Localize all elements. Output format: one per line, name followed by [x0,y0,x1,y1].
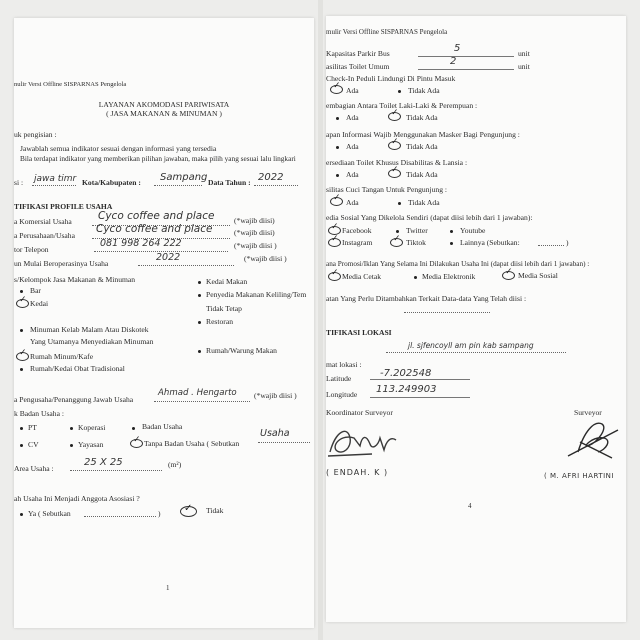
bullet [70,444,73,447]
area-unit: (m²) [168,460,182,469]
bullet [336,146,339,149]
checked-mark-icon: ✓ [390,238,403,247]
social-tiktok[interactable]: Tiktok [406,238,426,247]
social-other-line [538,245,564,246]
promo-label: ana Promosi/Iklan Yang Selama Ini Dilakukan Usaha Ini (dapat diisi lebih dari 1 jawaban) : [326,260,590,268]
mask-no[interactable]: Tidak Ada [406,142,438,151]
bullet [198,321,201,324]
bullet [20,290,23,293]
coordinate-label: mat lokasi : [326,360,362,369]
field-company-name-label: a Perusahaan/Usaha [14,231,75,240]
year-line [254,185,298,186]
year-value[interactable]: 2022 [258,172,284,183]
field-commercial-name-label: a Komersial Usaha [14,217,72,226]
separate-toilet-label: embagian Antara Toilet Laki-Laki & Perempuan : [326,101,478,110]
page-header: mulir Versi Offline SISPARNAS Pengelola [326,28,448,36]
category-label: s/Kelompok Jasa Makanan & Minuman [14,275,136,284]
bullet [336,117,339,120]
surveyor-name: ( M. AFRI HARTINI [544,472,614,480]
latitude-line [370,379,470,380]
field-year-started-label: un Mulai Beroperasinya Usaha [14,259,109,268]
association-yes[interactable]: Ya ( Sebutkan [28,509,71,518]
category-kedai[interactable]: Kedai [30,299,49,308]
form-title: LAYANAN AKOMODASI PARIWISATA [98,100,230,109]
instruction-1: Jawablah semua indikator sesuai dengan informasi yang tersedia [20,144,217,153]
bullet [414,276,417,279]
page-number: 4 [468,502,472,510]
coordinator-signature [326,416,406,466]
handwash-no[interactable]: Tidak Ada [408,198,440,207]
bullet [132,427,135,430]
coordinator-name: ( ENDAH. K ) [326,468,389,477]
field-phone-note: (*wajib diisi ) [234,241,277,250]
disabled-toilet-yes[interactable]: Ada [346,170,359,179]
social-other[interactable]: Lainnya (Sebutkan: [460,238,520,247]
bullet [198,350,201,353]
field-year-started-value[interactable]: 2022 [156,252,181,263]
separate-toilet-no[interactable]: Tidak Ada [406,113,438,122]
form-page-4 [326,16,626,622]
checked-mark-icon: ✓ [328,226,341,235]
checked-mark-icon: ✓ [16,352,29,361]
page-divider [318,0,323,640]
entity-label: k Badan Usaha : [14,409,64,418]
form-page-1 [14,18,314,628]
city-value[interactable]: Sampang [160,172,208,183]
entity-yayasan[interactable]: Yayasan [78,440,104,449]
page-number: 1 [166,584,170,592]
profile-heading: TIFIKASI PROFILE USAHA [14,202,113,211]
checked-mark-icon: ✓ [16,299,29,308]
association-no[interactable]: Tidak [206,506,224,515]
longitude-label: Longitude [326,390,358,399]
public-toilet-label: asilitas Toilet Umum [326,62,390,71]
field-phone-label: tor Telepon [14,245,49,254]
social-close: ) [566,238,569,247]
owner-line [154,401,250,402]
field-company-name-value[interactable]: Cyco coffee and place [96,223,213,235]
category-cafe[interactable]: Rumah Minum/Kafe [30,352,94,361]
separate-toilet-yes[interactable]: Ada [346,113,359,122]
latitude-label: Latitude [326,374,352,383]
field-year-started-line [138,265,234,266]
bullet [20,444,23,447]
bullet [70,427,73,430]
bullet [336,174,339,177]
association-label: ah Usaha Ini Menjadi Anggota Asosiasi ? [14,494,140,503]
social-twitter[interactable]: Twitter [406,226,428,235]
category-nightclub[interactable]: Minuman Kelab Malam Atau Diskotek [30,325,149,334]
area-value[interactable]: 25 X 25 [84,457,123,468]
bullet [198,281,201,284]
address-line [386,352,566,353]
bullet [198,294,201,297]
category-nightclub-cont: Yang Utamanya Menyediakan Minuman [30,337,154,346]
checkin-no[interactable]: Tidak Ada [408,86,440,95]
city-label: Kota/Kabupaten : [82,178,141,187]
instructions-heading: uk pengisian : [14,130,57,139]
field-company-name-note: (*wajib diisi) [234,228,275,237]
mask-label: apan Informasi Wajib Menggunakan Masker Bagi Pengunjung : [326,130,520,139]
bus-parking-value[interactable]: 5 [454,43,461,54]
social-label: edia Sosial Yang Dikelola Sendiri (dapat diisi lebih dari 1 jawaban): [326,213,533,222]
latitude-value[interactable]: -7.202548 [380,368,432,379]
checked-mark-icon: ✓ [502,271,515,280]
bus-parking-unit: unit [518,49,530,58]
checked-mark-icon: ✓ [388,112,401,121]
checked-mark-icon: ✓ [388,141,401,150]
area-label: Area Usaha : [14,464,54,473]
handwash-yes[interactable]: Ada [346,198,359,207]
promo-electronic[interactable]: Media Elektronik [422,272,476,281]
field-year-started-note: (*wajib diisi ) [244,254,287,263]
owner-note: (*wajib diisi ) [254,391,297,400]
location-heading: TIFIKASI LOKASI [326,328,392,337]
bullet [20,329,23,332]
year-label: Data Tahun : [208,178,251,187]
category-bar[interactable]: Bar [30,286,41,295]
social-facebook[interactable]: Facebook [342,226,372,235]
entity-cv[interactable]: CV [28,440,39,449]
social-instagram[interactable]: Instagram [342,238,373,247]
entity-koperasi[interactable]: Koperasi [78,423,106,432]
bullet [20,513,23,516]
association-close: ) [158,509,161,518]
surveyor-label: Surveyor [574,408,602,417]
disabled-toilet-no[interactable]: Tidak Ada [406,170,438,179]
instruction-2: Bila terdapat indikator yang memberikan pilihan jawaban, maka pilih yang sesuai lalu lingkari [20,154,296,163]
handwash-label: silitas Cuci Tangan Untuk Pengunjung : [326,185,448,194]
entity-line [258,442,310,443]
bullet [396,230,399,233]
province-label: si : [14,178,24,187]
checked-mark-icon: ✓ [330,85,343,94]
bullet [20,427,23,430]
social-youtube[interactable]: Youtube [460,226,486,235]
checked-mark-icon: ✓ [180,506,197,517]
province-line [32,185,76,186]
checkin-yes[interactable]: Ada [346,86,359,95]
field-commercial-name-note: (*wajib diisi) [234,216,275,225]
promo-print[interactable]: Media Cetak [342,272,382,281]
category-traditional[interactable]: Rumah/Kedai Obat Tradisional [30,364,125,373]
longitude-value[interactable]: 113.249903 [376,384,437,395]
association-line [84,516,156,517]
field-phone-value[interactable]: 081 998 264 222 [100,238,182,249]
bullet [398,202,401,205]
form-subtitle: ( JASA MAKANAN & MINUMAN ) [106,109,222,118]
checked-mark-icon: ✓ [330,197,343,206]
disabled-toilet-label: ersediaan Toilet Khusus Disabilitas & Lansia : [326,158,468,167]
checkin-label: Check-In Peduli Lindungi Di Pintu Masuk [326,74,456,83]
promo-social[interactable]: Media Sosial [518,271,558,280]
category-restoran[interactable]: Restoran [206,317,233,326]
checked-mark-icon: ✓ [328,272,341,281]
entity-none[interactable]: Tanpa Badan Usaha ( Sebutkan [144,439,240,448]
public-toilet-line [418,69,514,70]
bullet [20,368,23,371]
bus-parking-line [418,56,514,57]
field-commercial-name-value[interactable]: Cyco coffee and place [98,210,215,222]
surveyor-signature [558,412,626,464]
notes-line [404,312,490,313]
category-mobile-food[interactable]: Penyedia Makanan Keliling/Tem [206,290,307,299]
checked-mark-icon: ✓ [130,439,143,448]
coordinator-label: Koordinator Surveyor [326,408,393,417]
entity-pt[interactable]: PT [28,423,37,432]
category-kedai-makan[interactable]: Kedai Makan [206,277,248,286]
checked-mark-icon: ✓ [388,169,401,178]
public-toilet-value[interactable]: 2 [450,56,457,67]
category-warung[interactable]: Rumah/Warung Makan [206,346,277,355]
notes-label: atan Yang Perlu Ditambahkan Terkait Data-data Yang Telah diisi : [326,294,527,303]
bus-parking-label: Kapasitas Parkir Bus [326,49,390,58]
address-value[interactable]: jl. sjfencoyll am pin kab sampang [408,341,534,350]
owner-value[interactable]: Ahmad . Hengarto [158,388,237,398]
bullet [398,90,401,93]
bullet [450,230,453,233]
checked-mark-icon: ✓ [328,238,341,247]
category-mobile-food-cont: Tidak Tetap [206,304,242,313]
owner-label: a Pengusaha/Penanggung Jawab Usaha [14,395,134,404]
province-value[interactable]: jawa timr [34,174,77,184]
bullet [450,242,453,245]
entity-value[interactable]: Usaha [260,428,290,439]
mask-yes[interactable]: Ada [346,142,359,151]
city-line [154,185,202,186]
longitude-line [370,397,470,398]
public-toilet-unit: unit [518,62,530,71]
page-header: nulir Versi Offline SISPARNAS Pengelola [14,81,127,88]
area-line [70,470,162,471]
entity-badan-usaha[interactable]: Badan Usaha [142,422,183,431]
